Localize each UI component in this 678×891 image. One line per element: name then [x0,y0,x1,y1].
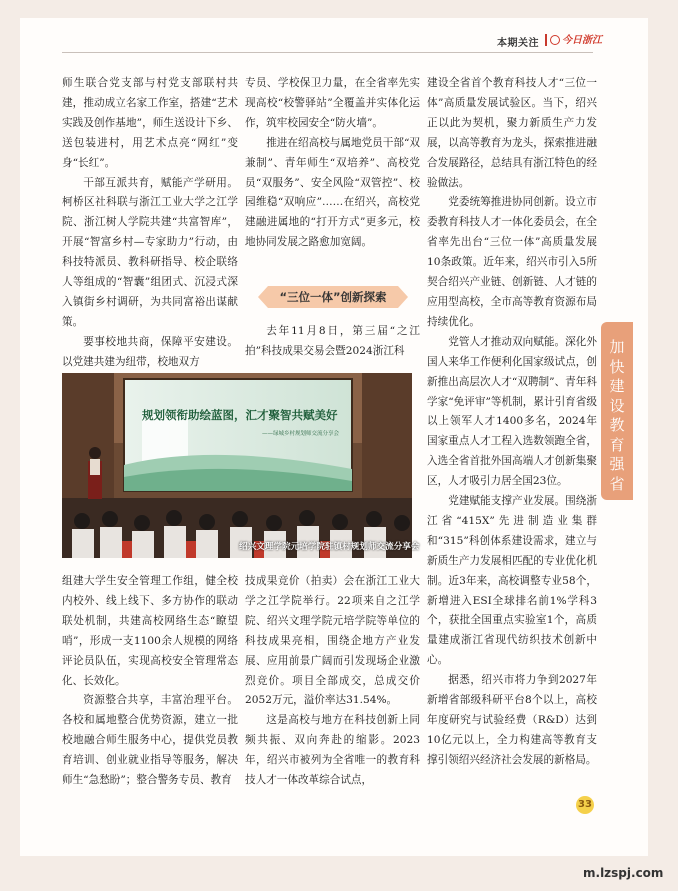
paragraph: 党委统筹推进协同创新。设立市委教育科技人才一体化委员会，在全省率先出台“三位一体”高质量发展10条政策。近年来，绍兴市引入5所契合绍兴产业链、创新链、人才链的应用型高校，全市高等教育资源布局持续优化。 [427,196,597,328]
paragraph: 推进在绍高校与属地党员干部“双兼制”、青年师生“双培养”、高校党员“双服务”、安全风险“双管控”、校园维稳“双响应”……在绍兴，高校党建融进属地的“打开方式”更多元，校地协同发展之路愈加宽阔。 [245,136,420,249]
column-3 [427,74,597,771]
column-1-bottom [62,572,238,791]
photo-screen-subbanner: ——绿城乡村规划师交流分享会 [262,431,340,437]
paragraph: 党建赋能支撑产业发展。围绕浙江省“415X”先进制造业集群和“315”科创体系建设需求，建立与新质生产力发展相匹配的专业优化机制。近3年来，高校调整专业58个，新增进入ESI全球排名前1%学科3个，获批全国重点实验室1个，高质量建成浙江省现代纺织技术创新中心。 [427,495,597,667]
paragraph: 建设全省首个教育科技人才“三位一体”高质量发展试验区。当下，绍兴正以此为契机，聚力新质生产力发展，以高等教育为龙头，探索推进融合发展路径，总结具有浙江特色的经验做法。 [427,77,597,189]
column-1-top [62,74,238,373]
paragraph: 组建大学生安全管理工作组，健全校内校外、线上线下、多方协作的联动联处机制，共建高校网络生态“瞭望哨”，形成一支1100余人规模的网络评论员队伍，实现高校安全管理常态化、长效化。 [62,575,238,687]
header-section-title: 本期关注 [497,38,539,49]
event-photo [62,373,412,558]
header-rule [62,52,593,53]
paragraph: 这是高校与地方在科技创新上同频共振、双向奔赴的缩影。2023年，绍兴市被列为全省唯一的教育科技人才一体改革综合试点， [245,714,420,787]
header-logo-text: 今日浙江 [562,35,602,46]
paragraph: 要事校地共商，保障平安建设。以党建共建为纽带，校地双方 [62,335,238,368]
paragraph: 专员、学校保卫力量，在全省率先实现高校“校警驿站”全覆盖并实体化运作，筑牢校园安全“防火墙”。 [245,77,420,129]
page-number: 33 [576,796,594,814]
paragraph: 技成果竞价（拍卖）会在浙江工业大学之江学院举行。22项来自之江学院、绍兴文理学院元培学院等单位的科技成果亮相，围绕企地方产业发展、应用前景广阔而引发现场企业激烈竞价。项目全部成交，总成交价2052万元，溢价率达31.54%。 [245,575,420,707]
event-photo-illustration [62,373,412,558]
watermark: m.lzspj.com [583,866,664,880]
photo-caption: 绍兴文理学院元培学院驻镇村规划师交流分享会 [239,542,420,552]
paragraph: 党管人才推动双向赋能。深化外国人来华工作便利化国家级试点，创新推出高层次人才“双聘制”、青年科学家“免评审”等机制，累计引育省级以上领军人才1400多名，2024年国家重点人才工程入选数领跑全省，入选全省首批外国高端人才创新集聚区，人才吸引力居全国23位。 [427,335,597,488]
paragraph: 师生联合党支部与村党支部联村共建，推动成立名家工作室，搭建“艺术实践及创作基地”，师生送设计下乡、送包装进村，用艺术点亮“网红”变身“长红”。 [62,77,238,169]
paragraph: 资源整合共享，丰富治理平台。各校和属地整合优势资源，建立一批校地融合师生服务中心，提供党员教育培训、创业就业指导等服务，解决师生“急愁盼”；整合警务专员、教育 [62,694,238,787]
photo-screen-banner: 规划领衔助绘蓝图，汇才聚智共赋美好 [142,408,338,422]
section-heading [258,284,408,310]
paragraph: 干部互派共育，赋能产学研用。柯桥区社科联与浙江工业大学之江学院、浙江树人学院共建“共富智库”，开展“智富乡村—专家助力”行动，由科技特派员、教科研指导、校企联络人等组成的“智囊”组团式、沉浸式深入镇街乡村调研，为共同富裕出谋献策。 [62,176,238,328]
section-heading-text: “三位一体”创新探索 [279,290,387,304]
header-separator [545,34,547,46]
column-2-bottom [245,572,420,791]
column-2-mid [245,322,420,362]
paragraph: 据悉，绍兴市将力争到2027年新增省部级科研平台8个以上，高校年度研究与试验经费（R&D）达到10亿元以上，全力构建高等教育支撑引领绍兴经济社会发展的新格局。 [427,674,597,766]
column-2-top [245,74,420,253]
logo-seal-icon [550,35,560,45]
side-tab-text: 加快建设教育强省 [609,338,625,493]
paragraph: 去年11月8日，第三届“之江拍”科技成果交易会暨2024浙江科 [245,325,420,357]
header-logo [550,31,602,46]
